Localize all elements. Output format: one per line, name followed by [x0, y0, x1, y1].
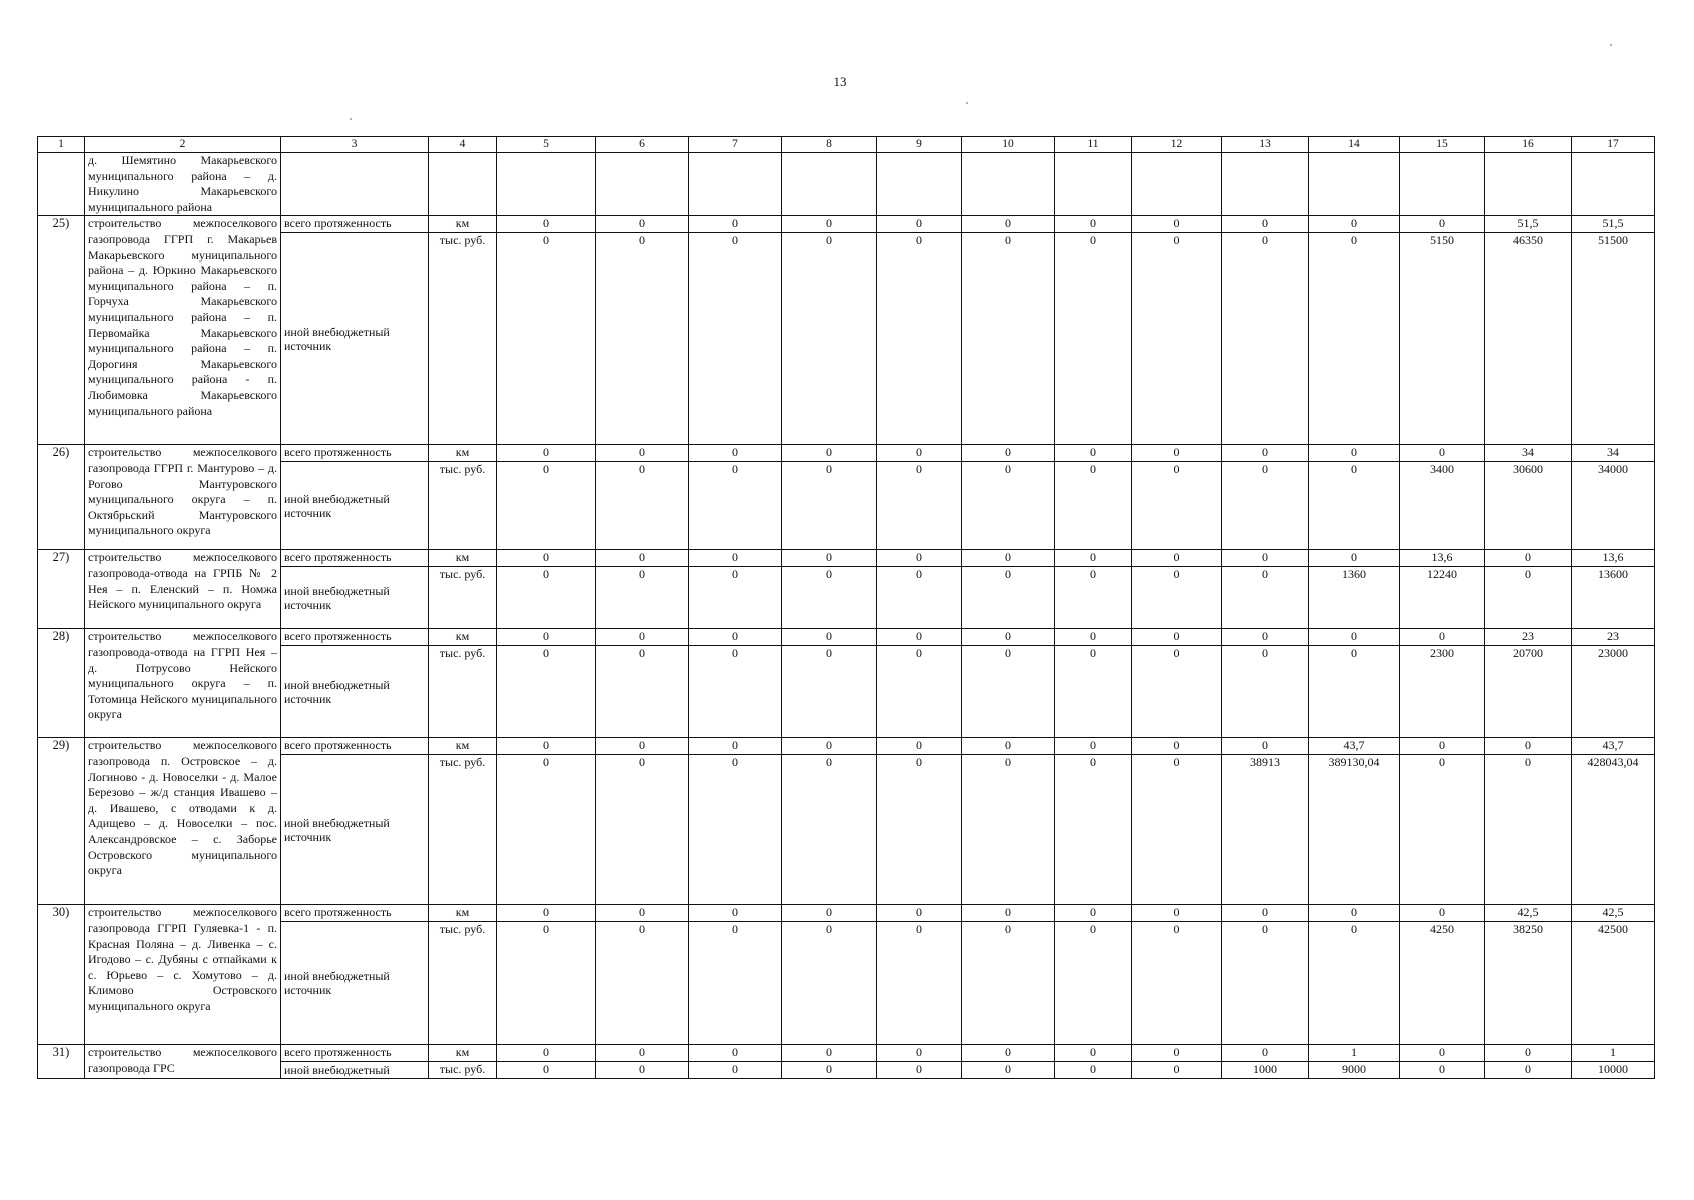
length-value: 0 [1309, 445, 1400, 462]
length-value: 0 [1055, 216, 1132, 233]
length-value: 0 [1400, 445, 1485, 462]
funding-value: 0 [1222, 646, 1309, 738]
length-value: 0 [1132, 738, 1222, 755]
length-value: 0 [877, 445, 962, 462]
funding-value: 0 [962, 922, 1055, 1045]
length-value: 0 [596, 738, 689, 755]
funding-value: 0 [962, 646, 1055, 738]
funding-value: 0 [1309, 462, 1400, 550]
empty-cell [782, 153, 877, 216]
length-row [38, 445, 1655, 462]
length-value: 1 [1309, 1045, 1400, 1062]
funding-value: 0 [1309, 922, 1400, 1045]
funding-source-label: иной внебюджетный источник [281, 567, 429, 629]
length-value: 0 [782, 1045, 877, 1062]
length-value: 23 [1485, 629, 1572, 646]
empty-cell [962, 153, 1055, 216]
unit-label: км [429, 216, 497, 233]
funding-source-label: иной внебюджетный [281, 1062, 429, 1079]
funding-value: 0 [596, 646, 689, 738]
funding-value: 389130,04 [1309, 755, 1400, 905]
funding-value: 0 [782, 646, 877, 738]
length-value: 0 [1055, 550, 1132, 567]
funding-row [38, 646, 1655, 738]
length-value: 0 [782, 738, 877, 755]
row-number: 26) [38, 445, 85, 550]
indicator-label: всего протяженность [281, 445, 429, 462]
funding-value: 0 [689, 755, 782, 905]
row-number: 27) [38, 550, 85, 629]
header-row [38, 137, 1655, 153]
length-value: 0 [1309, 216, 1400, 233]
funding-value: 0 [782, 462, 877, 550]
funding-value: 0 [1222, 567, 1309, 629]
length-row [38, 550, 1655, 567]
length-value: 0 [689, 905, 782, 922]
length-value: 0 [962, 629, 1055, 646]
funding-value: 12240 [1400, 567, 1485, 629]
unit-label: тыс. руб. [429, 646, 497, 738]
unit-label: тыс. руб. [429, 755, 497, 905]
header-cell-17: 17 [1572, 137, 1655, 153]
length-value: 0 [782, 216, 877, 233]
length-value: 0 [596, 550, 689, 567]
funding-value: 0 [1132, 462, 1222, 550]
length-value: 0 [877, 629, 962, 646]
funding-value: 0 [782, 922, 877, 1045]
funding-value: 0 [596, 233, 689, 445]
empty-cell [429, 153, 497, 216]
row-number: 28) [38, 629, 85, 738]
funding-source-label: иной внебюджетный источник [281, 755, 429, 905]
funding-value: 0 [596, 755, 689, 905]
length-value: 51,5 [1485, 216, 1572, 233]
length-value: 0 [1309, 905, 1400, 922]
header-cell-8: 8 [782, 137, 877, 153]
length-row [38, 1045, 1655, 1062]
funding-value: 3400 [1400, 462, 1485, 550]
length-value: 0 [497, 1045, 596, 1062]
funding-value: 0 [1055, 646, 1132, 738]
indicator-label: всего протяженность [281, 1045, 429, 1062]
length-value: 0 [596, 629, 689, 646]
funding-value: 0 [877, 233, 962, 445]
length-value: 0 [962, 1045, 1055, 1062]
length-value: 0 [497, 445, 596, 462]
header-cell-11: 11 [1055, 137, 1132, 153]
indicator-label: всего протяженность [281, 738, 429, 755]
funding-value: 0 [596, 567, 689, 629]
funding-value: 1000 [1222, 1062, 1309, 1079]
empty-cell [877, 153, 962, 216]
length-value: 0 [877, 216, 962, 233]
funding-value: 0 [962, 567, 1055, 629]
funding-row [38, 233, 1655, 445]
length-row [38, 738, 1655, 755]
empty-cell [1055, 153, 1132, 216]
funding-value: 0 [596, 462, 689, 550]
header-cell-2: 2 [85, 137, 281, 153]
funding-value: 0 [877, 1062, 962, 1079]
indicator-label: всего протяженность [281, 550, 429, 567]
length-value: 0 [962, 216, 1055, 233]
length-value: 13,6 [1400, 550, 1485, 567]
row-number: 30) [38, 905, 85, 1045]
unit-label: тыс. руб. [429, 462, 497, 550]
length-value: 0 [1485, 738, 1572, 755]
length-value: 0 [782, 445, 877, 462]
funding-value: 0 [596, 1062, 689, 1079]
funding-value: 0 [1132, 755, 1222, 905]
header-cell-14: 14 [1309, 137, 1400, 153]
funding-value: 0 [1132, 233, 1222, 445]
funding-row [38, 922, 1655, 1045]
funding-value: 0 [962, 1062, 1055, 1079]
length-row [38, 905, 1655, 922]
indicator-label: всего протяженность [281, 629, 429, 646]
length-value: 0 [962, 445, 1055, 462]
header-cell-15: 15 [1400, 137, 1485, 153]
object-description: строительство межпоселкового газопровода-отвода на ГГРП Нея – д. Потрусово Нейского муниципального округа – п. Тотомица Нейского муниципального округа [85, 629, 281, 738]
header-cell-16: 16 [1485, 137, 1572, 153]
length-value: 0 [497, 905, 596, 922]
funding-value: 0 [1222, 922, 1309, 1045]
object-description: строительство межпоселкового газопровода ГГРП г. Мантурово – д. Рогово Мантуровского муниципального округа – п. Октябрьский Мантуровского муниципального округа [85, 445, 281, 550]
funding-value: 0 [497, 462, 596, 550]
empty-cell [689, 153, 782, 216]
empty-cell [1400, 153, 1485, 216]
length-value: 0 [1132, 1045, 1222, 1062]
funding-value: 0 [1222, 462, 1309, 550]
length-value: 0 [1309, 550, 1400, 567]
funding-value: 0 [497, 567, 596, 629]
funding-value: 0 [1132, 1062, 1222, 1079]
object-description: строительство межпоселкового газопровода п. Островское – д. Логиново - д. Новоселки - д. Малое Березово – ж/д станция Ивашево – д. Ивашево, с отводами к д. Адищево – д. Новоселки – пос. Александровское – с. Заборье Островского муниципального округа [85, 738, 281, 905]
funding-value: 0 [1055, 233, 1132, 445]
length-value: 0 [689, 738, 782, 755]
funding-source-label: иной внебюджетный источник [281, 646, 429, 738]
funding-value: 46350 [1485, 233, 1572, 445]
length-value: 0 [1222, 445, 1309, 462]
indicator-label: всего протяженность [281, 905, 429, 922]
length-value: 0 [497, 738, 596, 755]
funding-value: 0 [1222, 233, 1309, 445]
header-cell-5: 5 [497, 137, 596, 153]
length-value: 23 [1572, 629, 1655, 646]
funding-value: 0 [1055, 1062, 1132, 1079]
funding-value: 0 [877, 755, 962, 905]
length-value: 0 [1400, 1045, 1485, 1062]
funding-value: 428043,04 [1572, 755, 1655, 905]
empty-cell [1309, 153, 1400, 216]
empty-cell [497, 153, 596, 216]
funding-value: 0 [497, 646, 596, 738]
funding-value: 0 [962, 755, 1055, 905]
length-value: 43,7 [1572, 738, 1655, 755]
length-value: 0 [877, 1045, 962, 1062]
funding-value: 0 [1400, 755, 1485, 905]
funding-value: 0 [1132, 922, 1222, 1045]
funding-value: 0 [782, 1062, 877, 1079]
funding-value: 0 [1132, 646, 1222, 738]
length-row [38, 629, 1655, 646]
length-value: 0 [1222, 550, 1309, 567]
empty-cell [1572, 153, 1655, 216]
length-value: 0 [877, 738, 962, 755]
length-value: 0 [1132, 905, 1222, 922]
length-value: 0 [1222, 905, 1309, 922]
funding-value: 10000 [1572, 1062, 1655, 1079]
length-value: 51,5 [1572, 216, 1655, 233]
funding-row [38, 755, 1655, 905]
length-value: 0 [1222, 1045, 1309, 1062]
length-value: 0 [596, 905, 689, 922]
header-cell-13: 13 [1222, 137, 1309, 153]
funding-value: 0 [1400, 1062, 1485, 1079]
length-value: 0 [1485, 1045, 1572, 1062]
header-cell-12: 12 [1132, 137, 1222, 153]
length-value: 0 [962, 905, 1055, 922]
funding-value: 0 [1485, 567, 1572, 629]
funding-value: 51500 [1572, 233, 1655, 445]
length-value: 0 [962, 738, 1055, 755]
length-value: 0 [497, 629, 596, 646]
length-value: 0 [877, 550, 962, 567]
unit-label: км [429, 629, 497, 646]
length-value: 0 [1055, 905, 1132, 922]
header-cell-3: 3 [281, 137, 429, 153]
unit-label: км [429, 1045, 497, 1062]
header-cell-9: 9 [877, 137, 962, 153]
funding-value: 0 [962, 233, 1055, 445]
empty-cell [1485, 153, 1572, 216]
length-value: 0 [596, 1045, 689, 1062]
funding-value: 0 [1055, 922, 1132, 1045]
funding-source-label: иной внебюджетный источник [281, 922, 429, 1045]
funding-value: 0 [689, 1062, 782, 1079]
indicator-label: всего протяженность [281, 216, 429, 233]
funding-value: 0 [782, 755, 877, 905]
funding-value: 34000 [1572, 462, 1655, 550]
length-value: 42,5 [1485, 905, 1572, 922]
length-value: 0 [782, 550, 877, 567]
header-cell-4: 4 [429, 137, 497, 153]
length-row [38, 216, 1655, 233]
empty-cell [281, 153, 429, 216]
funding-value: 23000 [1572, 646, 1655, 738]
funding-value: 0 [877, 462, 962, 550]
length-value: 0 [1222, 738, 1309, 755]
length-value: 0 [1132, 550, 1222, 567]
funding-value: 0 [782, 233, 877, 445]
length-value: 34 [1572, 445, 1655, 462]
funding-value: 0 [1132, 567, 1222, 629]
header-cell-7: 7 [689, 137, 782, 153]
funding-source-label: иной внебюджетный источник [281, 462, 429, 550]
length-value: 0 [1055, 1045, 1132, 1062]
funding-value: 0 [689, 646, 782, 738]
unit-label: тыс. руб. [429, 567, 497, 629]
funding-value: 1360 [1309, 567, 1400, 629]
funding-value: 0 [1485, 755, 1572, 905]
length-value: 0 [1132, 445, 1222, 462]
empty-cell [1132, 153, 1222, 216]
length-value: 0 [497, 550, 596, 567]
length-value: 0 [1132, 216, 1222, 233]
funding-value: 0 [689, 922, 782, 1045]
funding-value: 9000 [1309, 1062, 1400, 1079]
funding-value: 0 [497, 1062, 596, 1079]
funding-value: 5150 [1400, 233, 1485, 445]
length-value: 0 [689, 629, 782, 646]
page-number: 13 [833, 74, 847, 89]
funding-value: 0 [497, 922, 596, 1045]
length-value: 0 [962, 550, 1055, 567]
header-cell-10: 10 [962, 137, 1055, 153]
header-cell-1: 1 [38, 137, 85, 153]
length-value: 0 [782, 629, 877, 646]
object-description: д. Шемятино Макарьевского муниципального района – д. Никулино Макарьевского муниципального района [85, 153, 281, 216]
unit-label: тыс. руб. [429, 922, 497, 1045]
length-value: 42,5 [1572, 905, 1655, 922]
length-value: 0 [596, 216, 689, 233]
length-value: 0 [1485, 550, 1572, 567]
unit-label: км [429, 905, 497, 922]
unit-label: тыс. руб. [429, 233, 497, 445]
length-value: 0 [1055, 629, 1132, 646]
unit-label: тыс. руб. [429, 1062, 497, 1079]
funding-value: 0 [877, 646, 962, 738]
funding-value: 0 [689, 233, 782, 445]
header-cell-6: 6 [596, 137, 689, 153]
length-value: 0 [1400, 216, 1485, 233]
length-value: 0 [596, 445, 689, 462]
length-value: 0 [689, 550, 782, 567]
funding-value: 42500 [1572, 922, 1655, 1045]
funding-value: 0 [497, 233, 596, 445]
funding-row [38, 1062, 1655, 1079]
unit-label: км [429, 445, 497, 462]
funding-value: 0 [689, 462, 782, 550]
funding-row [38, 567, 1655, 629]
length-value: 0 [1055, 738, 1132, 755]
unit-label: км [429, 550, 497, 567]
length-value: 43,7 [1309, 738, 1400, 755]
length-value: 0 [1400, 905, 1485, 922]
empty-cell [596, 153, 689, 216]
continuation-row [38, 153, 1655, 216]
length-value: 0 [1055, 445, 1132, 462]
funding-value: 2300 [1400, 646, 1485, 738]
funding-value: 0 [596, 922, 689, 1045]
length-value: 0 [689, 445, 782, 462]
length-value: 0 [1400, 738, 1485, 755]
length-value: 0 [1222, 216, 1309, 233]
funding-value: 0 [782, 567, 877, 629]
object-description: строительство межпоселкового газопровода ГГРП Гуляевка-1 - п. Красная Поляна – д. Ливенка – с. Игодово – с. Дубяны с отпайками к с. Юрьево – с. Хомутово – д. Климово Островского муниципального округа [85, 905, 281, 1045]
funding-value: 38250 [1485, 922, 1572, 1045]
row-number: 31) [38, 1045, 85, 1079]
length-value: 1 [1572, 1045, 1655, 1062]
funding-value: 30600 [1485, 462, 1572, 550]
length-value: 34 [1485, 445, 1572, 462]
funding-value: 0 [877, 922, 962, 1045]
funding-value: 0 [497, 755, 596, 905]
funding-value: 0 [1055, 567, 1132, 629]
row-number: 29) [38, 738, 85, 905]
funding-value: 13600 [1572, 567, 1655, 629]
length-value: 0 [877, 905, 962, 922]
funding-value: 0 [689, 567, 782, 629]
unit-label: км [429, 738, 497, 755]
row-number-cell [38, 153, 85, 216]
length-value: 13,6 [1572, 550, 1655, 567]
length-value: 0 [1222, 629, 1309, 646]
funding-row [38, 462, 1655, 550]
length-value: 0 [782, 905, 877, 922]
length-value: 0 [1400, 629, 1485, 646]
funding-value: 4250 [1400, 922, 1485, 1045]
length-value: 0 [497, 216, 596, 233]
row-number: 25) [38, 216, 85, 445]
funding-value: 0 [877, 567, 962, 629]
funding-value: 0 [1309, 646, 1400, 738]
funding-value: 0 [1055, 462, 1132, 550]
length-value: 0 [689, 216, 782, 233]
object-description: строительство межпоселкового газопровода-отвода на ГРПБ № 2 Нея – п. Еленский – п. Номжа Нейского муниципального округа [85, 550, 281, 629]
financing-table [37, 136, 1655, 1079]
funding-value: 20700 [1485, 646, 1572, 738]
length-value: 0 [1309, 629, 1400, 646]
length-value: 0 [1132, 629, 1222, 646]
object-description: строительство межпоселкового газопровода ГГРП г. Макарьев Макарьевского муниципального района – д. Юркино Макарьевского муниципального района – п. Горчуха Макарьевского муниципального района – п. Первомайка Макарьевского муниципального района – п. Дорогиня Макарьевского муниципального района - п. Любимовка Макарьевского муниципального района [85, 216, 281, 445]
funding-value: 0 [1309, 233, 1400, 445]
funding-value: 0 [962, 462, 1055, 550]
funding-value: 0 [1485, 1062, 1572, 1079]
object-description: строительство межпоселкового газопровода ГРС [85, 1045, 281, 1079]
length-value: 0 [689, 1045, 782, 1062]
empty-cell [1222, 153, 1309, 216]
funding-value: 38913 [1222, 755, 1309, 905]
funding-value: 0 [1055, 755, 1132, 905]
funding-source-label: иной внебюджетный источник [281, 233, 429, 445]
